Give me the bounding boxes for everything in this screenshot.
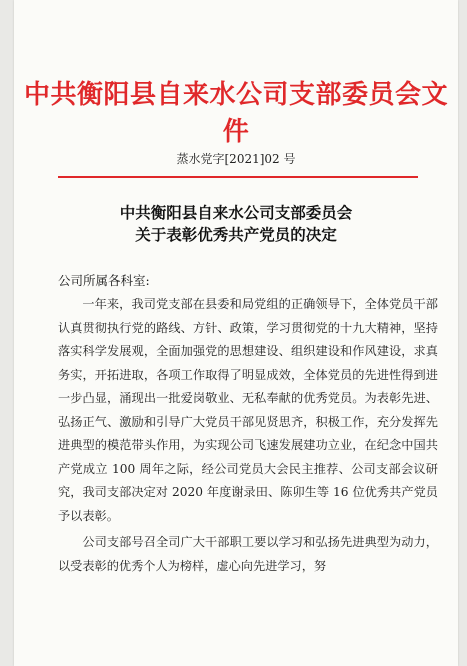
document-page	[14, 0, 458, 666]
document-number: 蒸水党字[2021]02 号	[176, 152, 296, 166]
body-paragraph-1: 一年来，我司党支部在县委和局党组的正确领导下，全体党员干部认真贯彻执行党的路线、方针、政策，学习贯彻党的十九大精神，坚持落实科学发展观，全面加强党的思想建设、组织建设和作风建设，求真务实，开拓进取，各项工作取得了明显成效，全体党员的先进性得到进一步凸显，涌现出一批爱岗敬业、无私奉献的优秀党员。为表彰先进、弘扬正气、激励和引导广大党员干部见贤思齐，积极工作，充分发挥先进典型的模范带头作用，为实现公司飞速发展建功立业，在纪念中国共产党成立 100 周年之际，经公司党员大会民主推荐、公司支部会议研究，我司支部决定对 2020 年度谢录田、陈卯生等 16 位优秀共产党员予以表彰。	[58, 297, 438, 523]
body-paragraph-2: 公司支部号召全司广大干部职工要以学习和弘扬先进典型为动力，以受表彰的优秀个人为榜样，虚心向先进学习，努	[58, 535, 438, 573]
document-title-line2: 关于表彰优秀共产党员的决定	[135, 226, 337, 244]
document-title	[14, 202, 458, 246]
recipient-line: 公司所属各科室:	[58, 273, 150, 288]
document-body	[58, 293, 438, 578]
red-separator-line	[58, 176, 418, 178]
red-header-title: 中共衡阳县自来水公司支部委员会文件	[23, 80, 448, 147]
document-title-line1: 中共衡阳县自来水公司支部委员会	[119, 204, 353, 222]
